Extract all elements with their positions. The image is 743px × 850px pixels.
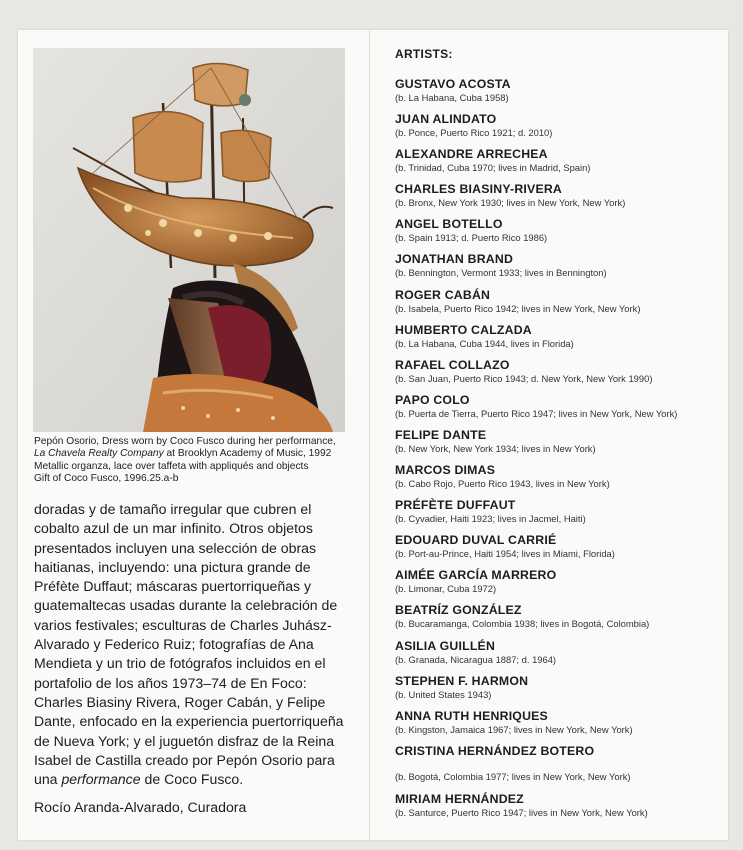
artist-info: (b. Ponce, Puerto Rico 1921; d. 2010) — [395, 127, 553, 139]
artist-entry — [395, 744, 725, 792]
artist-entry — [395, 358, 725, 393]
artist-entry — [395, 147, 725, 182]
curator-signature: Rocío Aranda-Alvarado, Curadora — [34, 799, 247, 815]
artist-list — [395, 77, 725, 827]
artist-name: BEATRÍZ GONZÁLEZ — [395, 603, 522, 618]
artist-entry — [395, 182, 725, 217]
artist-info: (b. Limonar, Cuba 1972) — [395, 583, 497, 595]
caption-work-title: La Chavela Realty Company — [34, 448, 164, 460]
artist-name: ALEXANDRE ARRECHEA — [395, 147, 548, 162]
artist-info: (b. New York, New York 1934; lives in New York) — [395, 442, 596, 454]
artist-name: ANNA RUTH HENRIQUES — [395, 708, 548, 723]
artist-info: (b. Trinidad, Cuba 1970; lives in Madrid, Spain) — [395, 162, 591, 174]
artist-entry — [395, 217, 725, 252]
caption-line: Pepón Osorio, Dress worn by Coco Fusco during her performance, — [34, 436, 336, 447]
artists-heading: ARTISTS: — [395, 47, 453, 61]
artist-entry — [395, 463, 725, 498]
artist-name: ASILIA GUILLÉN — [395, 638, 496, 653]
artist-info: (b. San Juan, Puerto Rico 1943; d. New York, New York 1990) — [395, 372, 653, 384]
artist-entry — [395, 533, 725, 568]
artist-name: PAPO COLO — [395, 392, 470, 407]
caption-line — [34, 448, 354, 460]
artist-name: MARCOS DIMAS — [395, 463, 496, 478]
essay-text-end: de Coco Fusco. — [140, 771, 244, 788]
artist-info: (b. Kingston, Jamaica 1967; lives in New York, New York) — [395, 723, 633, 735]
artist-entry — [395, 709, 725, 744]
artist-entry — [395, 792, 725, 827]
photo-caption — [34, 436, 354, 485]
artist-info: (b. Port-au-Prince, Haiti 1954; lives in Miami, Florida) — [395, 548, 615, 560]
artist-entry — [395, 112, 725, 147]
artist-entry — [395, 603, 725, 638]
artist-entry — [395, 393, 725, 428]
artist-name: HUMBERTO CALZADA — [395, 322, 532, 337]
artist-info: (b. Cabo Rojo, Puerto Rico 1943, lives in New York) — [395, 478, 610, 490]
artwork-photo — [33, 48, 345, 432]
caption-line: Metallic organza, lace over taffeta with appliqués and objects — [34, 460, 309, 472]
artist-info: (b. Puerta de Tierra, Puerto Rico 1947; lives in New York, New York) — [395, 407, 678, 419]
artist-entry — [395, 77, 725, 112]
artist-info: (b. Isabela, Puerto Rico 1942; lives in New York, New York) — [395, 302, 641, 314]
caption-venue: at Brooklyn Academy of Music, 1992 — [163, 448, 332, 460]
caption-line: Gift of Coco Fusco, 1996.25.a-b — [34, 472, 179, 484]
artist-info: (b. United States 1943) — [395, 688, 492, 700]
artist-name: STEPHEN F. HARMON — [395, 673, 529, 688]
artist-name: AIMÉE GARCÍA MARRERO — [395, 568, 557, 583]
artist-info: (b. Santurce, Puerto Rico 1947; lives in New York, New York) — [395, 806, 648, 818]
artist-info: (b. Bronx, New York 1930; lives in New York, New York) — [395, 197, 626, 209]
artist-info: (b. Bogotá, Colombia 1977; lives in New York, New York) — [395, 770, 631, 782]
artist-info: (b. Cyvadier, Haiti 1923; lives in Jacmel, Haiti) — [395, 513, 586, 525]
essay-text: doradas y de tamaño irregular que cubren el cobalto azul de un mar infinito. Otros objetos presentados incluyen una selección de obras haitianas, incluyendo: una pictura grande de Préfète Duffaut; máscaras puertorriqueñas y guatemaltecas usadas durante la celebración de varios festivales; esculturas de Charles Juhász-Alvarado y Federico Ruiz; fotografías de Ana Mendieta y un trio de fotógrafos incluidos en el portafolio de los años 1973–74 de En Foco: Charles Biasiny Rivera, Roger Cabán, y Felipe Dante, enfocado en la experiencia puertorriqueña de Nueva York; y el juguetón disfraz de la Reina Isabel de Castilla creado por Pepón Osorio para una — [34, 501, 344, 788]
artist-name: CHARLES BIASINY-RIVERA — [395, 182, 563, 197]
artist-entry — [395, 639, 725, 674]
artist-info: (b. La Habana, Cuba 1944, lives in Florida) — [395, 337, 574, 349]
page-fold — [369, 30, 370, 840]
artist-name: FELIPE DANTE — [395, 427, 487, 442]
artist-name: RAFAEL COLLAZO — [395, 357, 510, 372]
artist-name: PRÉFÈTE DUFFAUT — [395, 498, 516, 513]
artist-info: (b. La Habana, Cuba 1958) — [395, 92, 509, 103]
artist-name: ROGER CABÁN — [395, 287, 491, 302]
artist-info: (b. Granada, Nicaragua 1887; d. 1964) — [395, 653, 557, 665]
artist-info: (b. Bennington, Vermont 1933; lives in Bennington) — [395, 267, 607, 279]
artist-entry — [395, 428, 725, 463]
artist-name: MIRIAM HERNÁNDEZ — [395, 791, 524, 806]
artist-name: JONATHAN BRAND — [395, 252, 514, 267]
artist-name: CRISTINA HERNÁNDEZ BOTERO — [395, 743, 595, 758]
artist-entry — [395, 674, 725, 709]
artist-entry — [395, 323, 725, 358]
artist-name: GUSTAVO ACOSTA — [395, 77, 511, 91]
artist-info: (b. Spain 1913; d. Puerto Rico 1986) — [395, 232, 548, 244]
artist-name: ANGEL BOTELLO — [395, 217, 503, 232]
essay-italic-word: performance — [61, 771, 141, 788]
artist-entry — [395, 252, 725, 287]
artist-name: EDOUARD DUVAL CARRIÉ — [395, 533, 557, 548]
artist-entry — [395, 568, 725, 603]
essay-paragraph — [34, 500, 352, 789]
artist-entry — [395, 288, 725, 323]
artist-name: JUAN ALINDATO — [395, 112, 497, 127]
artist-info: (b. Bucaramanga, Colombia 1938; lives in Bogotá, Colombia) — [395, 618, 650, 630]
artist-entry — [395, 498, 725, 533]
